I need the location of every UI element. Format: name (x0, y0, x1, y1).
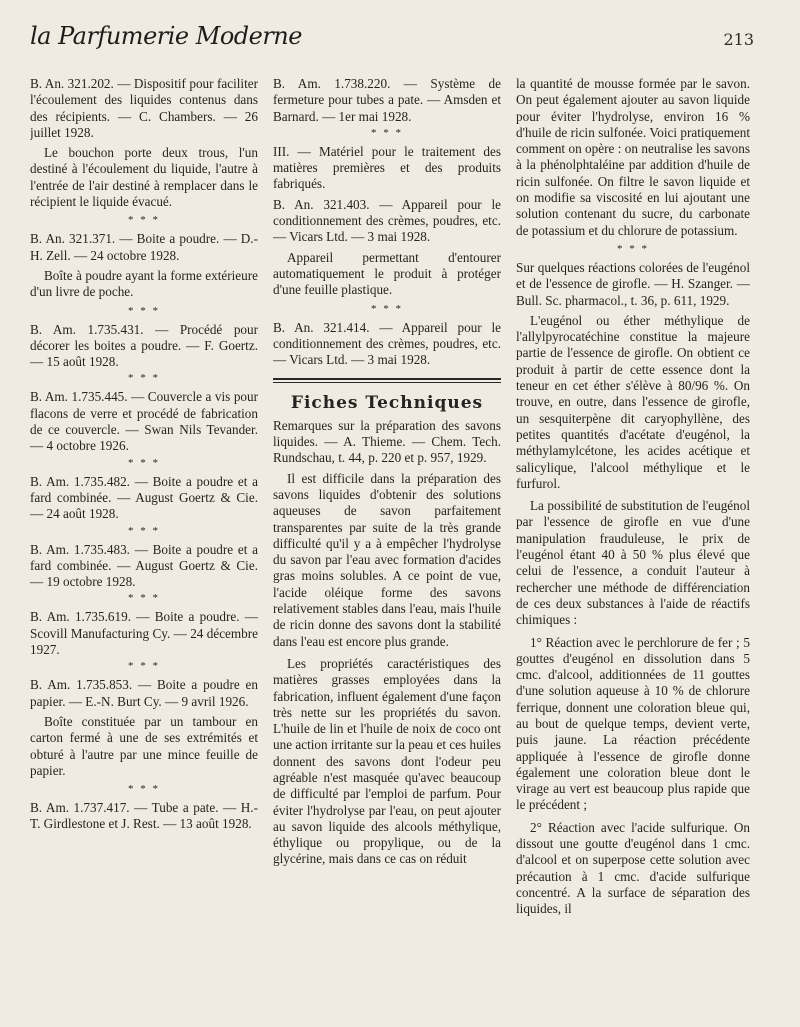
column-2 (273, 76, 501, 1007)
column-3 (516, 76, 750, 1007)
section-separator: * * * (128, 214, 160, 227)
patent-entry: Sur quelques réactions colorées de l'eugénol et de l'essence de girofle. — H. Szanger. — Bull. Sc. pharmacol., t. 36, p. 611, 1929. (516, 259, 750, 308)
paragraph: 1° Réaction avec le perchlorure de fer ; 5 gouttes d'eugénol en dissolution dans 5 cmc. d'alcool, additionnées de 11 gouttes d'une solution aqueuse à 10 % de chlorure ferrique, donnent une coloration bleue qui, au bout de quelque temps, devient verte, puis jaune. La réaction précédente appliquée à l'essence de girofle donne également une coloration bleue dont le virage au vert est beaucoup plus rapide que le précédent ; (516, 634, 750, 813)
patent-entry: B. Am. 1.735.445. — Couvercle a vis pour flacons de verre et procédé de fabrication de ce couvercle. — Swan Nils Tevander. — 4 octobre 1926. (30, 389, 258, 454)
paragraph-continued: la quantité de mousse formée par le savon. On peut également ajouter au savon liquide pour éviter l'hydrolyse, environ 16 % d'huile de ricin sulfonée. Voici pratiquement comment on opère : on neutralise les savons à la phénolphtaléine par addition d'huile de ricin sulfonée. On filtre le savon liquide et on modifie sa viscosité en lui ajoutant une solution contenant du sucre, du carbonate de potassium et du chlorure de potassium. (516, 76, 750, 238)
section-title: Fiches Techniques (290, 393, 484, 414)
column-1 (30, 76, 258, 1007)
section-separator: * * * (128, 524, 160, 537)
paragraph: Boîte à poudre ayant la forme extérieure d'un livre de poche. (30, 267, 258, 300)
masthead: la Parfumerie Moderne (30, 22, 302, 50)
paragraph: 2° Réaction avec l'acide sulfurique. On dissout une goutte d'eugénol dans 1 cmc. d'alcool et on superpose cette solution avec précaution à 1 cmc. d'acide sulfurique concentré. A la surface de séparation des liquides, il (516, 819, 750, 917)
section-rule (273, 378, 501, 380)
patent-entry: B. An. 321.414. — Appareil pour le conditionnement des crèmes, poudres, etc. — Vicars Ltd. — 3 mai 1928. (273, 319, 501, 368)
patent-entry: B. An. 321.202. — Dispositif pour faciliter l'écoulement des liquides contenus dans des récipients. — C. Chambers. — 26 juillet 1928. (30, 76, 258, 140)
paragraph: L'eugénol ou éther méthylique de l'allylpyrocatéchine constitue la majeure partie de l'essence de girofle. On obtient ce produit à partir de cette essence dont la teneur en cet éther s'élève à 80/96 %. On trouve, en outre, dans l'essence de girofle, un sesquiterpène dit caryophyllène, des petites quantités d'acétate d'eugénol, la méthylamylcétone, les acides acétique et salicylique, l'alcool méthylique et le furfurol. (516, 312, 750, 491)
patent-entry: B. Am. 1.737.417. — Tube a pate. — H.-T. Girdlestone et J. Rest. — 13 août 1928. (30, 800, 258, 832)
section-separator: * * * (128, 304, 160, 317)
patent-entry: B. Am. 1.735.431. — Procédé pour décorer les boites a poudre. — F. Goertz. — 15 août 1928. (30, 321, 258, 370)
patent-entry: B. An. 321.403. — Appareil pour le conditionnement des crèmes, poudres, etc. — Vicars Ltd. — 3 mai 1928. (273, 196, 501, 245)
patent-entry: B. Am. 1.735.619. — Boite a poudre. — Scovill Manufacturing Cy. — 24 décembre 1927. (30, 609, 258, 658)
paragraph: Il est difficile dans la préparation des savons liquides d'obtenir des solutions aqueuses de savon parfaitement transparentes par suite de la très grande difficulté qu'il y a à empêcher l'hydrolyse du savon par l'eau avec formation d'acides gras moins solubles. A ce point de vue, l'acide oléique forme des savons relativement stables dans l'eau, mais l'huile de ricin donne des savons dont la stabilité dans l'eau est encore plus grande. (273, 470, 501, 649)
paragraph: Les propriétés caractéristiques des matières grasses employées dans la fabrication, influent également d'une façon très nette sur les propriétés du savon. L'huile de lin et l'huile de noix de coco ont une action irritante sur la peau et ces huiles donnent des savons dont l'odeur peu agréable n'est masquée qu'avec beaucoup de difficulté par l'emploi de parfum. Pour éviter l'hydrolyse par l'eau, on peut ajouter au savon liquide des alcools méthylique, éthylique ou propylique, ou de la glycérine, mais dans ce cas on réduit (273, 655, 501, 867)
patent-entry: III. — Matériel pour le traitement des matières premières et des produits fabriqués. (273, 143, 501, 192)
page-number: 213 (723, 30, 754, 49)
paragraph: Appareil permettant d'entourer automatiquement le produit à protéger d'une feuille plastique. (273, 249, 501, 298)
section-separator: * * * (128, 456, 160, 469)
section-separator: * * * (128, 372, 160, 385)
paragraph: La possibilité de substitution de l'eugénol par l'essence de girofle en vue d'une manipulation frauduleuse, le prix de l'eugénol étant 40 à 50 % plus élevé que celui de l'essence, a conduit l'auteur à rechercher une méthode de différenciation de ces deux substances à l'aide de réactifs chimiques : (516, 498, 750, 628)
section-separator: * * * (617, 242, 649, 255)
patent-entry: B. Am. 1.738.220. — Système de fermeture pour tubes a pate. — Amsden et Barnard. — 1er mai 1928. (273, 76, 501, 124)
patent-entry: B. An. 321.371. — Boite a poudre. — D.-H. Zell. — 24 octobre 1928. (30, 231, 258, 263)
section-rule-thin (273, 382, 501, 383)
section-separator: * * * (128, 592, 160, 605)
patent-entry: B. Am. 1.735.482. — Boite a poudre et a fard combinée. — August Goertz & Cie. — 24 août 1928. (30, 473, 258, 522)
section-separator: * * * (128, 660, 160, 673)
patent-entry: Remarques sur la préparation des savons liquides. — A. Thieme. — Chem. Tech. Rundschau, t. 44, p. 220 et p. 957, 1929. (273, 417, 501, 466)
paragraph: Boîte constituée par un tambour en carton fermé à une de ses extrémités et obturé à l'autre par une mince feuille de papier. (30, 713, 258, 778)
section-separator: * * * (128, 783, 160, 796)
section-separator: * * * (371, 302, 403, 315)
patent-entry: B. Am. 1.735.853. — Boite a poudre en papier. — E.-N. Burt Cy. — 9 avril 1926. (30, 677, 258, 709)
paragraph: Le bouchon porte deux trous, l'un destiné à l'écoulement du liquide, l'autre à l'entrée de l'air destiné à remplacer dans le récipient le liquide évacué. (30, 145, 258, 210)
patent-entry: B. Am. 1.735.483. — Boite a poudre et a fard combinée. — August Goertz & Cie. — 19 octobre 1928. (30, 541, 258, 590)
section-separator: * * * (371, 126, 403, 139)
